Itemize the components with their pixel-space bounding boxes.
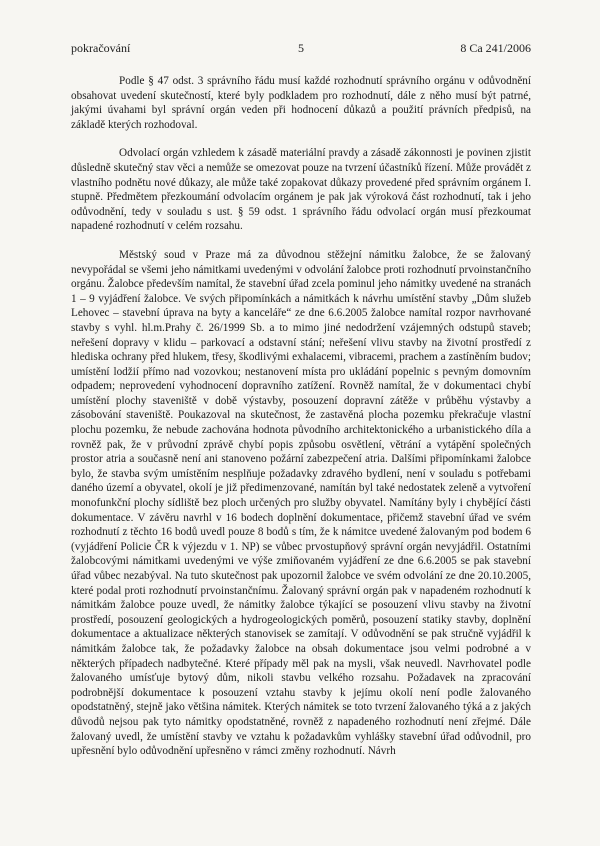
paragraph-3: Městský soud v Praze má za důvodnou stěžejní námitku žalobce, že se žalovaný nevypořádal se všemi jeho námitkami uvedenými v odvolání žalobce proti rozhodnutí prvoinstančního orgánu. Žalobce především namítal, že stavební úřad zcela pominul jeho námitky uvedené na stranách 1 – 9 vyjádření žalobce. Ve svých připomínkách a námitkách k návrhu umístění stavby „Dům služeb Lehovec – stavební úprava na byty a kanceláře“ ze dne 6.6.2005 žalobce namítal rozpor navrhované stavby s vyhl. hl.m.Prahy č. 26/1999 Sb. a to mimo jiné nedodržení vzájemných odstupů staveb; neřešení dopravy v klidu – parkovací a odstavní stání; neřešení vlivu stavby na životní prostředí z hlediska ochrany před hlukem, třesy, škodlivými exhalacemi, vibracemi, prachem a zastíněním budov; umístění lodžií přímo nad vozovkou; nestanovení místa pro ukládání popelnic s pevným domovním odpadem; neprovedení vyhodnocení dopravního zatížení. Rovněž namítal, že v dokumentaci chybí umístění plochy staveniště v době výstavby, posouzení dopravní zátěže v průběhu výstavby a zásobování staveniště. Poukazoval na skutečnost, že zastavěná plocha pozemku překračuje vlastní plochu pozemku, že nebude zachována hodnota původního architektonického a urbanistického díla a rovněž pak, že v průvodní zprávě chybí popis způsobu osvětlení, větrání a vytápění společných prostor atria a současně není ani stanoveno požární zabezpečení atria. Dalšími připomínkami žalobce bylo, že stavba svým umístěním nesplňuje požadavky zdravého bydlení, není v souladu s potřebami daného území a obyvatel, okolí je již předimenzované, namítán byl také nedostatek zeleně a vytvoření monofunkční plochy sídliště bez ploch určených pro služby obyvatel. Namítány byly i chybějící části dokumentace. V závěru navrhl v 16 bodech doplnění dokumentace, přičemž stavební úřad ve svém rozhodnutí z těchto 16 bodů uvedl pouze 8 bodů s tím, že k námitce uvedené žalovaným pod bodem 6 (vyjádření Policie ČR k výjezdu v 1. NP) se vůbec prvostupňový správní orgán nevyjádřil. Ostatními žalobcovými námitkami uvedenými ve výše zmiňovaném vyjádření ze dne 6.6.2005 se pak stavební úřad vůbec nezabýval. Na tuto skutečnost pak upozornil žalobce ve svém odvolání ze dne 20.10.2005, které podal proti rozhodnutí prvoinstančnímu. Žalovaný správní orgán pak v napadeném rozhodnutí k námitkám žalobce pouze uvedl, že námitky žalobce týkající se posouzení vlivu stavby na životní prostředí, posouzení geologických a hydrogeologických poměrů, posouzení statiky stavby, doplnění dokumentace a aktualizace některých stanovisek se zamítají. V odůvodnění se pak stručně vyjádřil k námitkám žalobce tak, že požadavky žalobce na obsah dokumentace jsou velmi podrobné a v některých případech nadbytečné. Které případy měl pak na mysli, však neuvedl. Navrhovatel podle žalovaného umísťuje bytový dům, nikoli stavbu velkého rozsahu. Požadavek na zpracování podrobnější dokumentace k posouzení vztahu stavby k jejímu okolí není podle žalovaného opodstatněný, stejně jako většina námitek. Kterých námitek se toto tvrzení žalovaného týká a z jakých důvodů nejsou pak tyto námitky opodstatněné, rovněž z napadeného rozhodnutí není zřejmé. Dále žalovaný uvedl, že umístění stavby ve vztahu k požadavkům vyhlášky stavební úřad odůvodnil, pro upřesnění bylo odůvodnění upřesněno v rámci změny rozhodnutí. Návrh [71, 248, 531, 758]
case-number: 8 Ca 241/2006 [460, 41, 531, 55]
paragraph-2: Odvolací orgán vzhledem k zásadě materiální pravdy a zásadě zákonnosti je povinen zjistit důsledně skutečný stav věci a nemůže se omezovat pouze na tvrzení účastníků řízení. Může provádět z vlastního podnětu nové důkazy, ale může také zopakovat důkazy provedené před správním orgánem I. stupně. Předmětem přezkoumání odvolacím orgánem je pak jak výroková část rozhodnutí, tak i jeho odůvodnění, tedy v souladu s ust. § 59 odst. 1 správního řádu odvolací orgán musí přezkoumat napadené rozhodnutí v celém rozsahu. [71, 147, 531, 233]
paragraph-1: Podle § 47 odst. 3 správního řádu musí každé rozhodnutí správního orgánu v odůvodnění obsahovat uvedení skutečností, které byly podkladem pro rozhodnutí, dále z něho musí být patrné, jakými úvahami byl správní orgán veden při hodnocení důkazů a použití právních předpisů, na základě kterých rozhodoval. [71, 75, 531, 131]
page-number: 5 [298, 41, 304, 55]
page-header [71, 41, 531, 57]
continuation-label: pokračování [71, 41, 131, 55]
document-body [71, 74, 531, 759]
